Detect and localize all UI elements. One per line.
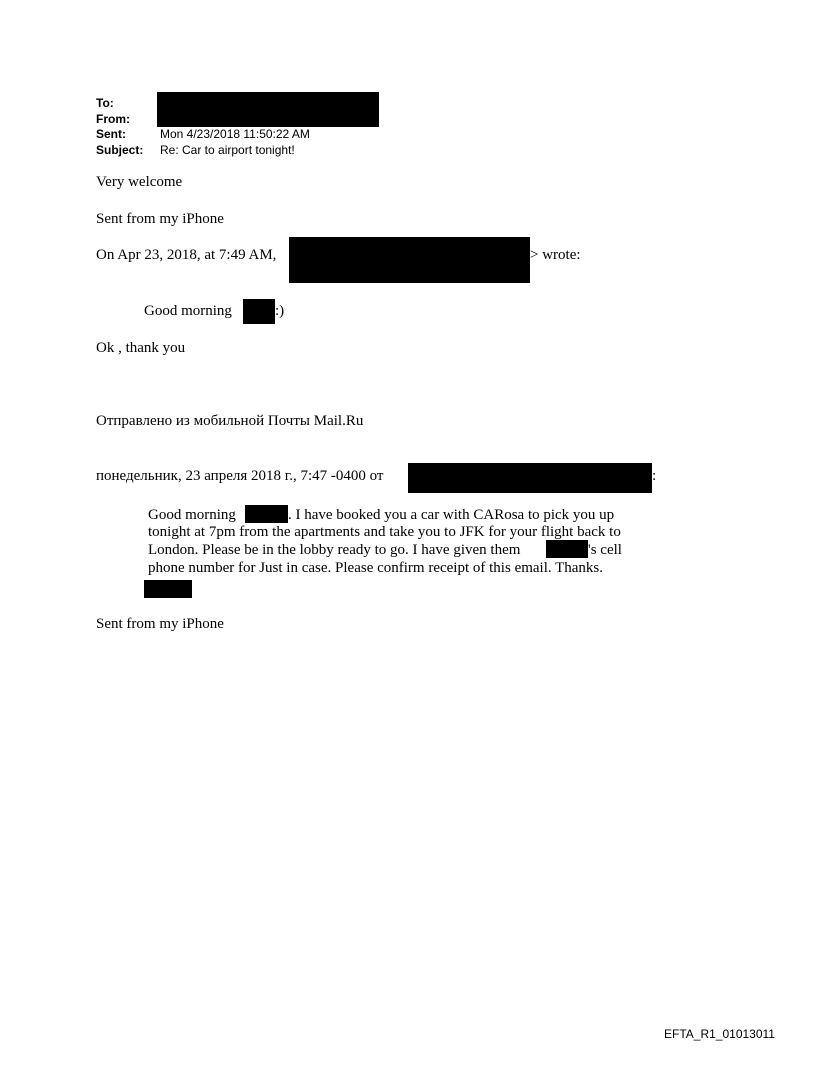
sent-value: Mon 4/23/2018 11:50:22 AM <box>160 127 310 141</box>
signature-iphone-2: Sent from my iPhone <box>96 616 224 632</box>
reply-text: Very welcome <box>96 174 183 190</box>
to-label: To: <box>96 96 114 110</box>
quoted-greeting-prefix: Good morning <box>144 303 232 319</box>
nested-line-4: phone number for Just in case. Please confirm receipt of this email. Thanks. <box>148 560 604 576</box>
mailru-signature: Отправлено из мобильной Почты Mail.Ru <box>96 413 364 429</box>
redaction-nested-signoff <box>144 580 192 598</box>
redaction-to-from <box>157 92 379 127</box>
signature-iphone-1: Sent from my iPhone <box>96 211 224 227</box>
subject-value: Re: Car to airport tonight! <box>160 143 295 157</box>
sent-label: Sent: <box>96 127 126 141</box>
attribution-1-prefix: On Apr 23, 2018, at 7:49 AM, <box>96 247 277 263</box>
nested-line-2: tonight at 7pm from the apartments and take you to JFK for your flight back to <box>148 524 621 540</box>
nested-line-1-prefix: Good morning <box>148 507 236 523</box>
attribution-2-prefix: понедельник, 23 апреля 2018 г., 7:47 -0400 от <box>96 468 384 484</box>
attribution-2-suffix: : <box>652 468 657 484</box>
nested-line-3-suffix: 's cell <box>588 542 622 558</box>
from-label: From: <box>96 112 130 126</box>
redaction-sender-email-2 <box>408 463 652 493</box>
attribution-1-suffix: > wrote: <box>530 247 581 263</box>
redaction-sender-email-1 <box>289 237 530 283</box>
document-id: EFTA_R1_01013011 <box>664 1027 775 1041</box>
redaction-nested-contact <box>546 540 588 558</box>
quoted-greeting-suffix: :) <box>275 303 285 319</box>
nested-line-3-prefix: London. Please be in the lobby ready to go. I have given them <box>148 542 521 558</box>
redaction-greeting-name <box>243 299 275 324</box>
nested-line-1-suffix: . I have booked you a car with CARosa to pick you up <box>288 507 615 523</box>
redaction-nested-name <box>245 505 288 523</box>
subject-label: Subject: <box>96 143 144 157</box>
ok-line: Ok , thank you <box>96 340 186 356</box>
